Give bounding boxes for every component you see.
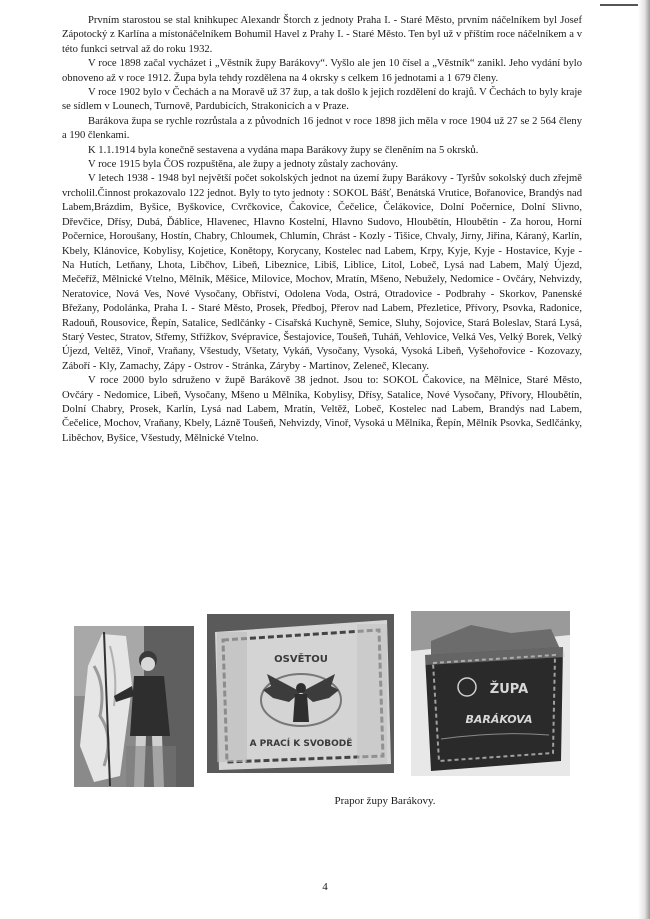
photo-flag-zupa [411,611,570,776]
flag-text-line1: ŽUPA [489,682,529,697]
scan-mark [600,4,638,6]
photo-caption: Prapor župy Barákovy. [334,795,436,807]
body-text [62,14,582,446]
flag-text-line2: BARÁKOVA [465,713,533,726]
paragraph: Prvním starostou se stal knihkupec Alexandr Štorch z jednoty Praha I. - Staré Město, prvním náčelníkem byl Josef Zápotocký z Karlína a místonáčelníkem Bohumil Havel z Prahy I. - Staré Město. Ten byl už v příštím roce náčelníkem a v této funkci setrval až do roku 1932. [62,15,582,55]
flag-text-top: OSVĚTOU [274,654,328,665]
paragraph: V roce 1915 byla ČOS rozpuštěna, ale župy a jednoty zůstaly zachovány. [88,159,399,171]
paragraph: K 1.1.1914 byla konečně sestavena a vydána mapa Barákovy župy se členěním na 5 okrsků. [88,144,479,156]
scan-edge [638,0,650,919]
paragraph: V letech 1938 - 1948 byl největší počet sokolských jednot na území župy Barákovy - Tyršův sokolský duch zřejmě vrcholil.Činnost prokazovalo 122 jednot. Byly to tyto jednoty : SOKOL Bášť, Benátská Vrutice, Bořanovice, Brandýs nad Labem,Brázdim, Byšice, Byškovice, Cvrčkovice, Čakovice, Čečelice, Čelákovice, Dolní Počernice, Dolní Slivno, Dřevčice, Dřísy, Dubá, Ďáblice, Hlavenec, Hlavno Kostelní, Hlavno Sudovo, Hloubětín, Hloubětín - Za horou, Horní Počernice, Horoušany, Hostín, Chabry, Chloumek, Chlumín, Chrást - Kozly - Tišice, Chvaly, Jirny, Jiřina, Káraný, Karlín, Kbely, Klánovice, Kobylisy, Kojetice, Konětopy, Korycany, Kostelec nad Labem, Krpy, Kyje, Kyje - Hostavice, Kyje - Na Hutích, Letňany, Lhota, Libčhov, Libeň, Libeznice, Libiš, Liblice, Litol, Lobeč, Lysá nad Labem, Malý Újezd, Mečeříž, Mělnické Vtelno, Mělník, Měšice, Milovice, Mochov, Mratín, Mšeno, Nebužely, Nedomice - Ovčáry, Nehvizdy, Neratovice, Nová Ves, Nové Vysočany, Obříství, Odolena Voda, Ostrá, Otradovice - Podbrahy - Skorkov, Panenské Břežany, Podolánka, Praha I. - Staré Město, Prosek, Předboj, Přerov nad Labem, Přezletice, Přívory, Psovka, Radonice, Radouň, Rousovice, Řepín, Satalice, Sedlčánky - Císařská Kuchyně, Semice, Sluhy, Sojovice, Stará Boleslav, Stará Lysá, Starý Vestec, Stratov, Střemy, Střížkov, Svépravice, Šestajovice, Toušeň, Tuháň, Vehlovice, Velká Ves, Velký Borek, Velký Újezd, Veltěž, Vinoř, Vraňany, Všestudy, Všetaty, Vykáň, Vysočany, Vysoká, Vysoká Libeň, Vyšehořovice - Kozovazy, Záboří - Kly, Zamachy, Zápy - Ostrov - Stránka, Záryby - Martinov, Zeleneč, Klecany. [62,173,582,372]
paragraph: V roce 1902 bylo v Čechách a na Moravě už 37 žup, a tak došlo k jejich rozdělení do krajů. V Čechách to byly kraje se sídlem v Lounech, Turnově, Pardubicích, Strakonicích a v Praze. [62,87,582,113]
flag-text-bottom: A PRACÍ K SVOBODĚ [249,739,353,749]
paragraph: V roce 2000 bylo sdruženo v župě Barákově 38 jednot. Jsou to: SOKOL Čakovice, na Mělnice, Staré Město, Ovčáry - Nedomice, Libeň, Vysočany, Mšeno u Mělníka, Kobylisy, Dřísy, Satalice, Nové Vysočany, Přívory, Hloubětín, Dolní Chabry, Prosek, Karlín, Lysá nad Labem, Mratín, Veltěž, Lobeč, Kostelec nad Labem, Brandýs nad Labem, Čečelice, Mochov, Vraňany, Kbely, Lázně Toušeň, Nehvizdy, Vinoř, Vysoká u Mělníka, Řepín, Mělník Psovka, Sedlčánky, Liběchov, Byšice, Všestudy, Mělnické Vtelno. [62,375,582,444]
paragraph: Barákova župa se rychle rozrůstala a z původních 16 jednot v roce 1898 jich měla v roce 1904 už 27 se 2 564 členy a 190 členkami. [62,115,582,142]
photo-flag-eagle [207,614,394,773]
page-number: 4 [322,881,328,893]
photo-flag-bearer [74,626,194,787]
paragraph: V roce 1898 začal vycházet i „Věstník župy Barákovy“. Vyšlo ale jen 10 čísel a „Věstník“ zanikl. Jeho vydání bylo obnoveno až v roce 1912. Župa byla tehdy rozdělena na 4 okrsky s celkem 16 jednotami a 1 679 členy. [62,58,582,84]
